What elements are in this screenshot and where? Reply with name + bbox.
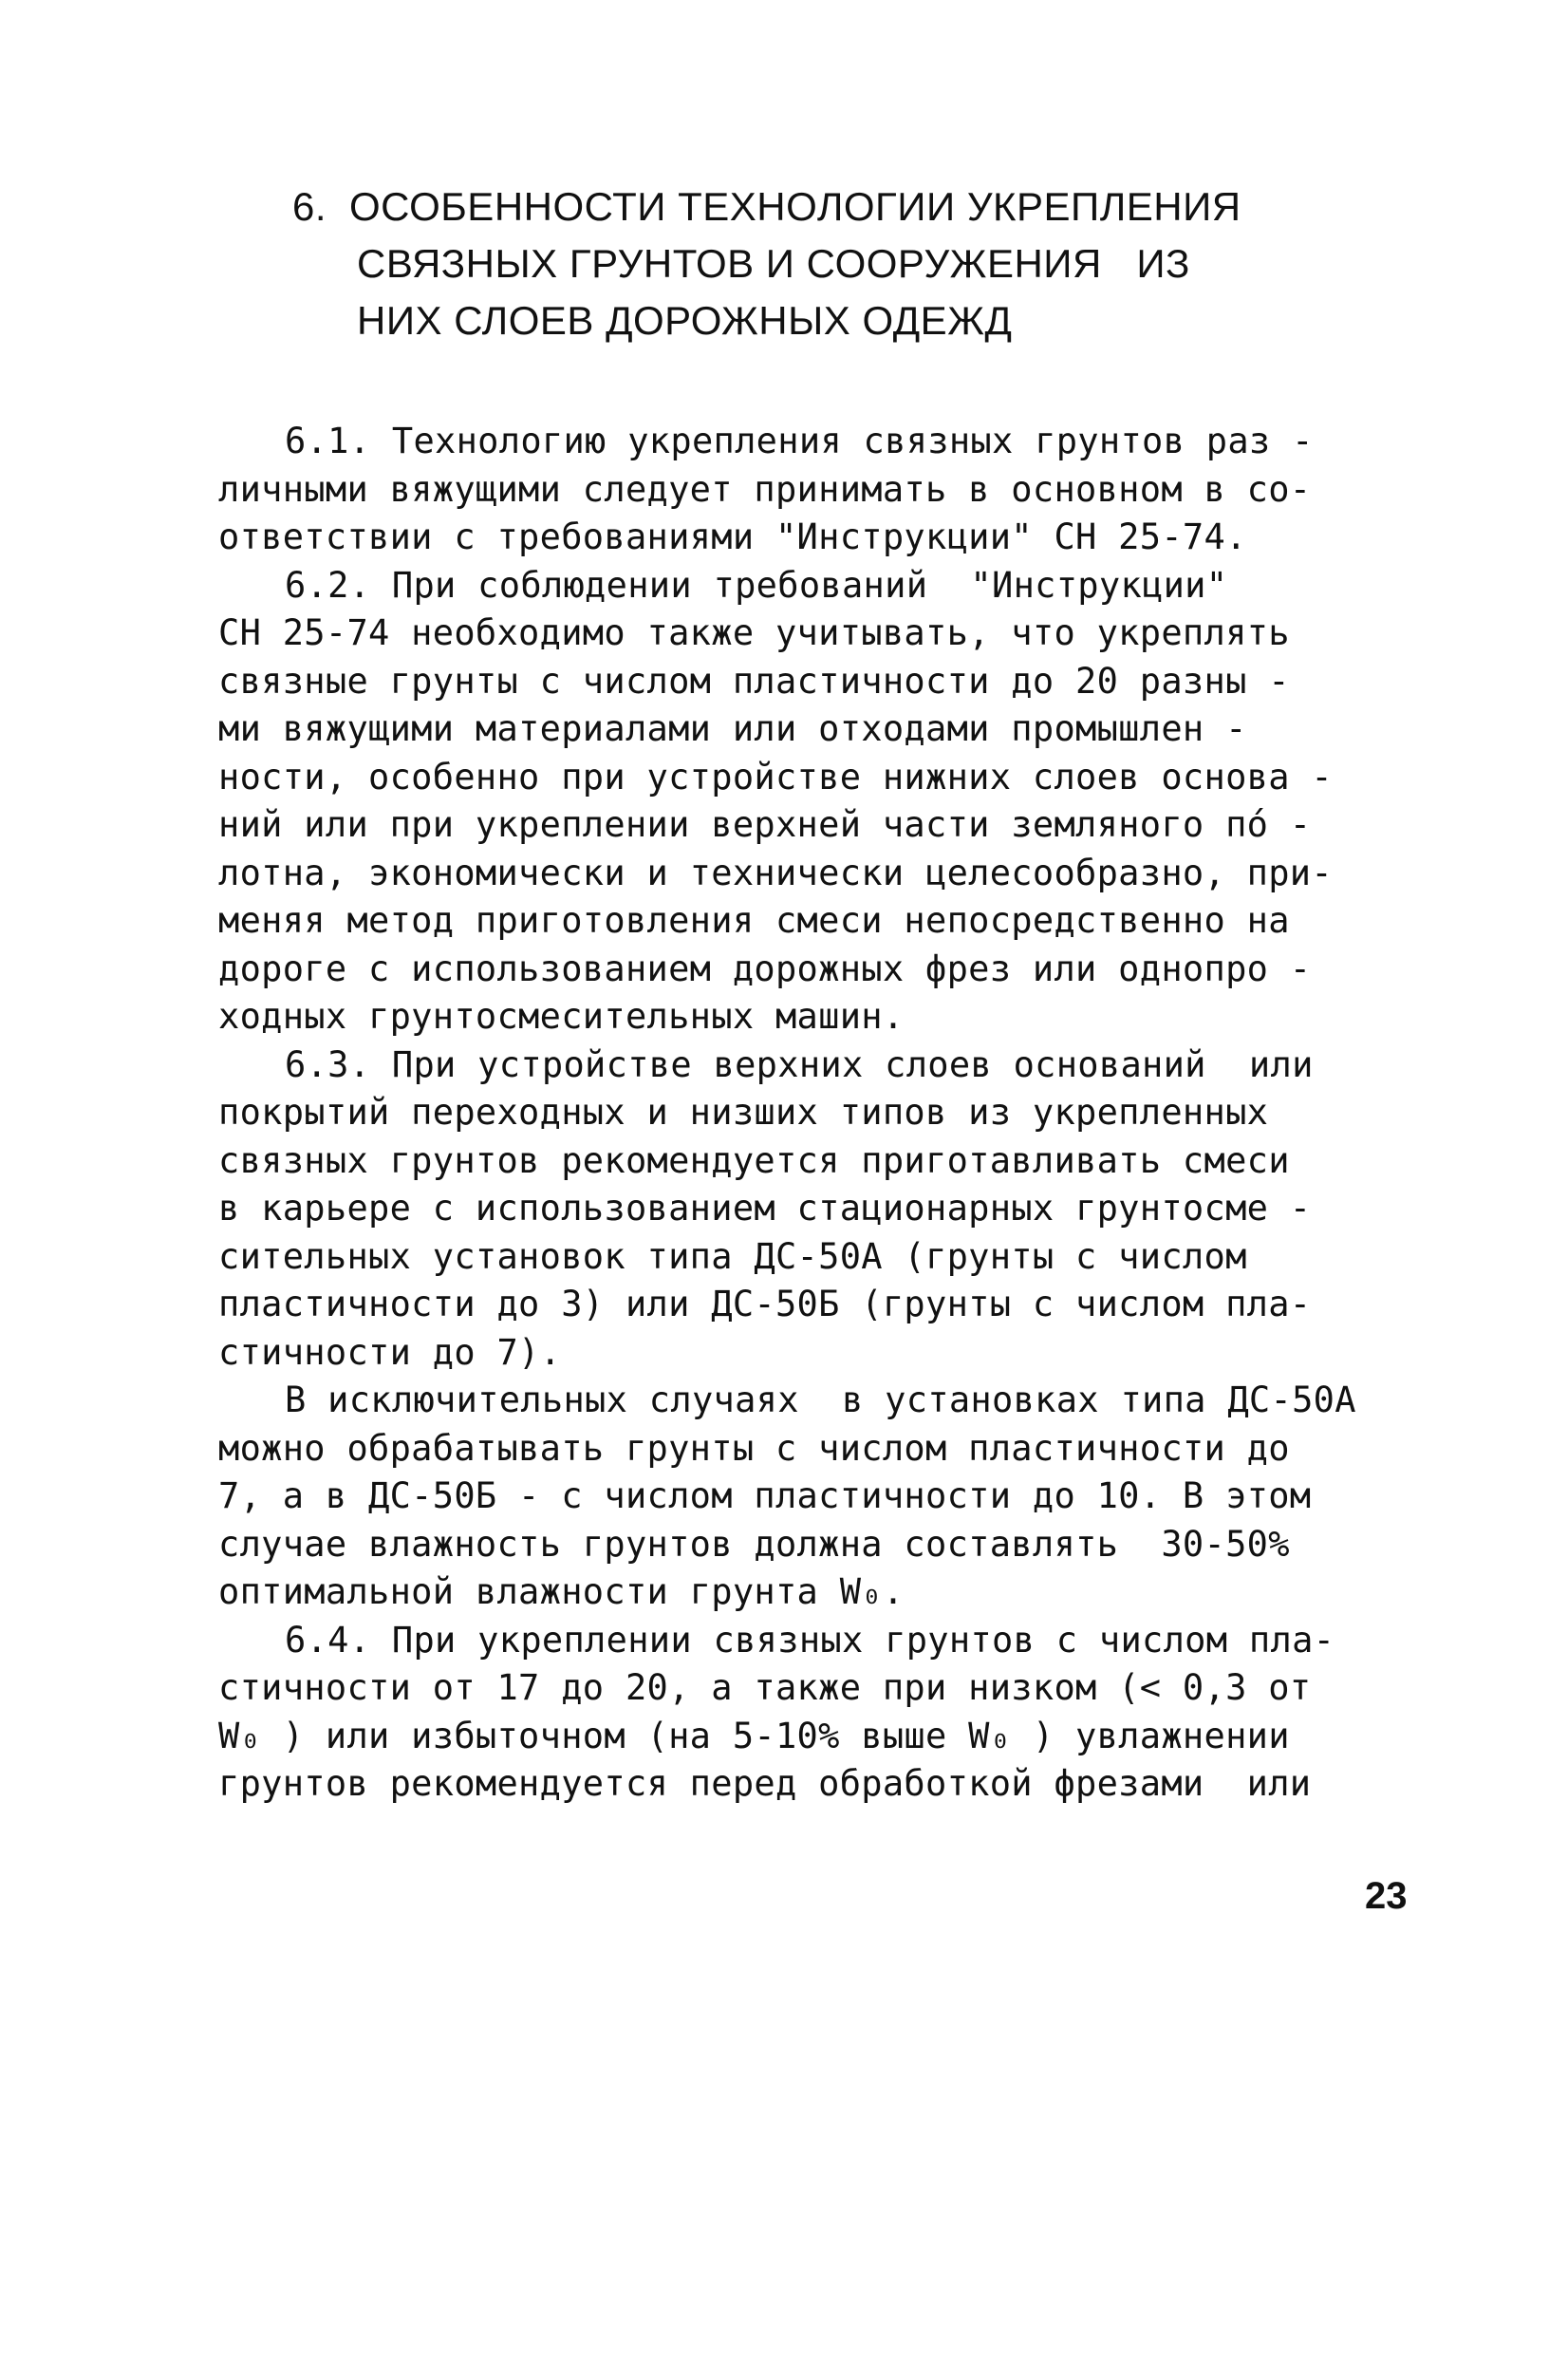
text-line: ний или при укреплении верхней части земляного по́ - [218, 804, 1312, 845]
paragraph-6-1 [218, 418, 1414, 562]
text-line: меняя метод приготовления смеси непосредственно на [218, 900, 1290, 941]
text-line: СН 25-74 необходимо также учитывать, что укреплять [218, 612, 1290, 653]
section-heading [292, 178, 1336, 349]
paragraph-6-2 [218, 562, 1414, 1042]
text-line: покрытий переходных и низших типов из укрепленных [218, 1092, 1269, 1133]
text-line: оптимальной влажности грунта W₀. [218, 1571, 905, 1612]
text-line: грунтов рекомендуется перед обработкой фрезами или [218, 1763, 1312, 1804]
paragraph-exceptional-cases [218, 1377, 1414, 1617]
text-line: ности, особенно при устройстве нижних слоев основа - [218, 756, 1333, 798]
text-line: стичности от 17 до 20, а также при низком (< 0,3 от [218, 1667, 1312, 1708]
heading-text-1: ОСОБЕННОСТИ ТЕХНОЛОГИИ УКРЕПЛЕНИЯ [349, 184, 1241, 229]
heading-line-2: СВЯЗНЫХ ГРУНТОВ И СООРУЖЕНИЯ ИЗ [357, 241, 1190, 286]
text-line: связных грунтов рекомендуется приготавливать смеси [218, 1139, 1290, 1181]
text-line: 7, а в ДС-50Б - с числом пластичности до 10. В этом [218, 1475, 1312, 1516]
heading-number: 6. [292, 184, 327, 229]
body-text [218, 418, 1414, 1809]
text-line: 6.2. При соблюдении требований "Инструкции" [285, 564, 1228, 606]
text-line: ми вяжущими материалами или отходами промышлен - [218, 708, 1247, 749]
heading-line-3: НИХ СЛОЕВ ДОРОЖНЫХ ОДЕЖД [357, 298, 1013, 343]
text-line: 6.3. При устройстве верхних слоев оснований или [285, 1043, 1314, 1085]
text-line: 6.1. Технологию укрепления связных грунтов раз - [285, 421, 1314, 461]
text-line: можно обрабатывать грунты с числом пластичности до [218, 1427, 1290, 1469]
text-line: В исключительных случаях в установках типа ДС-50А [285, 1380, 1356, 1420]
paragraph-6-3 [218, 1042, 1414, 1378]
text-line: ходных грунтосмесительных машин. [218, 996, 905, 1037]
heading-line-1 [292, 178, 1336, 235]
text-line: дороге с использованием дорожных фрез или однопро - [218, 948, 1312, 989]
page-number: 23 [1365, 1875, 1408, 1917]
text-line: ответствии с требованиями "Инструкции" СН 25-74. [218, 516, 1247, 557]
text-line: связные грунты с числом пластичности до 20 разны - [218, 660, 1290, 702]
text-line: сительных установок типа ДС-50А (грунты с числом [218, 1235, 1247, 1277]
text-line: лотна, экономически и технически целесообразно, при- [218, 852, 1333, 893]
text-line: 6.4. При укреплении связных грунтов с числом пла- [285, 1619, 1335, 1661]
text-line: стичности до 7). [218, 1331, 562, 1373]
text-line: W₀ ) или избыточном (на 5-10% выше W₀ ) увлажнении [218, 1715, 1290, 1756]
text-line: личными вяжущими следует принимать в основном в со- [218, 468, 1312, 510]
paragraph-6-4 [218, 1617, 1414, 1809]
text-line: случае влажность грунтов должна составлять 30-50% [218, 1523, 1290, 1565]
text-line: в карьере с использованием стационарных грунтосме - [218, 1188, 1312, 1229]
text-line: пластичности до 3) или ДС-50Б (грунты с числом пла- [218, 1284, 1312, 1324]
